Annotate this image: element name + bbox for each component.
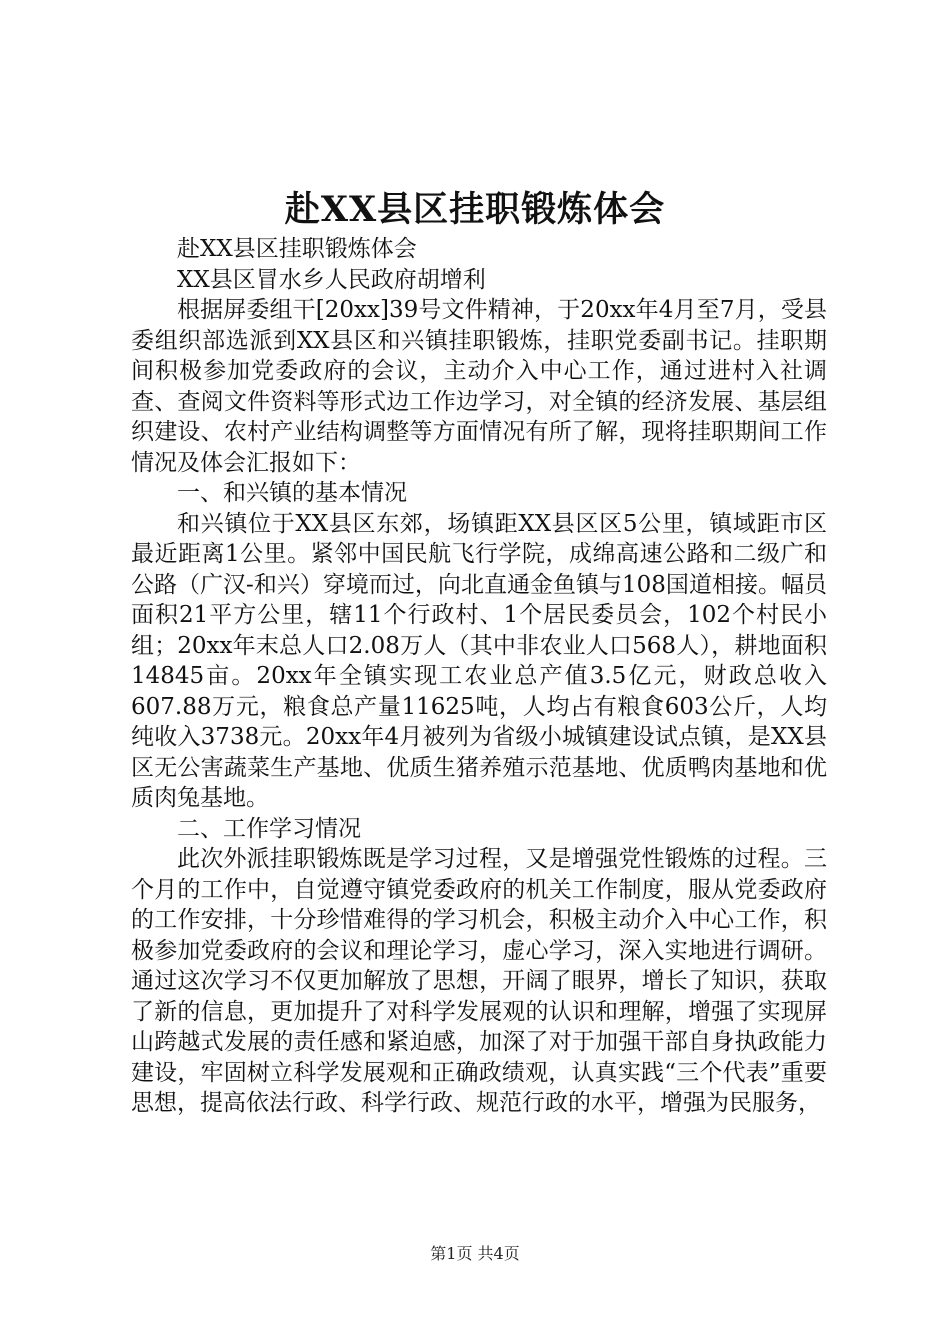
section-heading-work-study: 二、工作学习情况	[177, 815, 361, 842]
basic-info-paragraph: 和兴镇位于XX县区东郊，场镇距XX县区区5公里，镇域距市区最近距离1公里。紧邻中国民航飞行学院，成绵高速公路和二级广和公路（广汉-和兴）穿境而过，向北直通金鱼镇与108国道相接。幅员面积21平方公里，辖11个行政村、1个居民委员会，102个村民小组；20xx年末总人口2.08万人（其中非农业人口568人），耕地面积14845亩。20xx年全镇实现工农业总产值3.5亿元，财政总收入607.88万元，粮食总产量11625吨，人均占有粮食603公斤，人均纯收入3738元。20xx年4月被列为省级小城镇建设试点镇，是XX县区无公害蔬菜生产基地、优质生猪养殖示范基地、优质鸭肉基地和优质肉兔基地。	[131, 510, 827, 811]
document-title: 赴XX县区挂职锻炼体会	[284, 189, 666, 230]
subtitle-paragraph: 赴XX县区挂职锻炼体会	[177, 236, 417, 262]
author-line: XX县区冒水乡人民政府胡增利	[177, 266, 486, 293]
work-study-paragraph: 此次外派挂职锻炼既是学习过程，又是增强党性锻炼的过程。三个月的工作中，自觉遵守镇党委政府的机关工作制度，服从党委政府的工作安排，十分珍惜难得的学习机会，积极主动介入中心工作，积极参加党委政府的会议和理论学习，虚心学习，深入实地进行调研。通过这次学习不仅更加解放了思想，开阔了眼界，增长了知识，获取了新的信息，更加提升了对科学发展观的认识和理解，增强了实现屏山跨越式发展的责任感和紧迫感，加深了对于加强干部自身执政能力建设，牢固树立科学发展观和正确政绩观，认真实践“三个代表”重要思想，提高依法行政、科学行政、规范行政的水平，增强为民服务，	[131, 846, 827, 1116]
intro-paragraph: 根据屏委组干[20xx]39号文件精神，于20xx年4月至7月，受县委组织部选派到XX县区和兴镇挂职锻炼，挂职党委副书记。挂职期间积极参加党委政府的会议，主动介入中心工作，通过进村入社调查、查阅文件资料等形式边工作边学习，对全镇的经济发展、基层组织建设、农村产业结构调整等方面情况有所了解，现将挂职期间工作情况及体会汇报如下：	[131, 297, 827, 476]
page-footer: 第1页 共4页	[430, 1244, 520, 1263]
document-body	[131, 234, 827, 1119]
section-heading-basic-info: 一、和兴镇的基本情况	[177, 480, 407, 506]
